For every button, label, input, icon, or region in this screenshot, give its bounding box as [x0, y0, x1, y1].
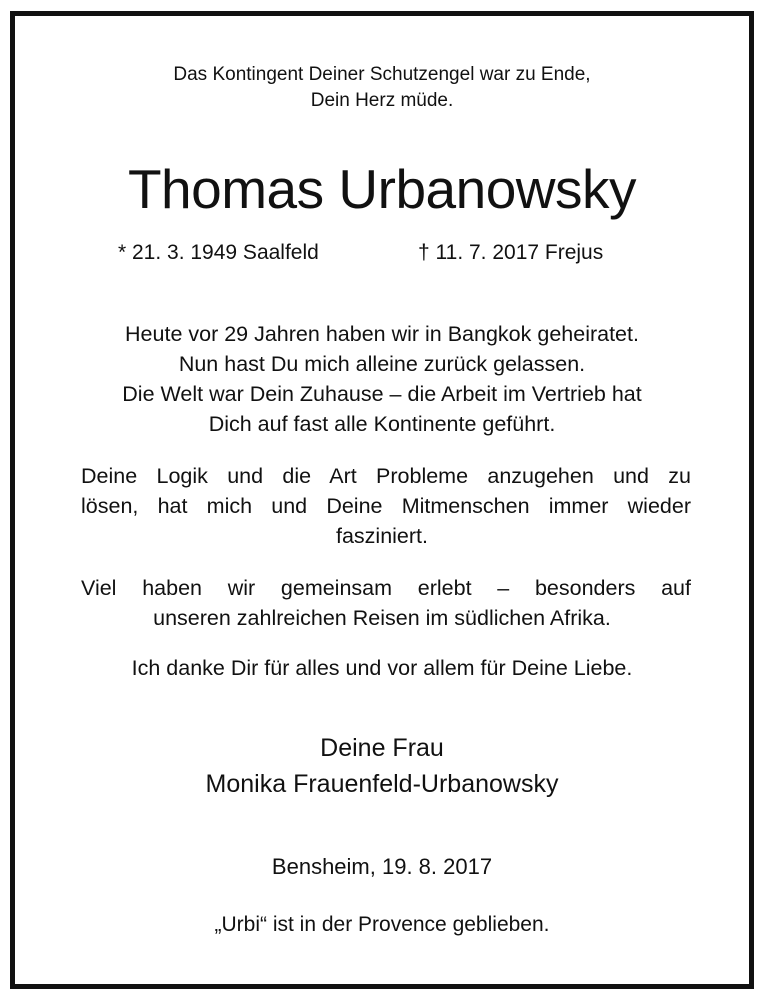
motto-line-2: Dein Herz müde. — [310, 90, 454, 111]
paragraph-3-line-2: unseren zahlreichen Reisen im südlichen Afrika. — [153, 606, 611, 630]
obituary-frame — [10, 11, 754, 989]
paragraph-2-line-1: Deine Logik und die Art Probleme anzugehen und zu — [81, 464, 691, 488]
paragraph-2-line-2: lösen, hat mich und Deine Mitmenschen immer wieder — [81, 494, 691, 518]
life-dates — [15, 239, 749, 267]
paragraph-3-line-1: Viel haben wir gemeinsam erlebt – besonders auf — [81, 576, 691, 600]
signature-line-1: Deine Frau — [320, 734, 444, 762]
paragraph-1-line-3: Die Welt war Dein Zuhause – die Arbeit im Vertrieb hat — [122, 382, 642, 406]
birth-date: * 21. 3. 1949 Saalfeld — [118, 241, 319, 264]
paragraph-1-line-1: Heute vor 29 Jahren haben wir in Bangkok geheiratet. — [125, 322, 639, 346]
obituary-content — [15, 16, 749, 984]
deceased-name: Thomas Urbanowsky — [127, 158, 637, 220]
paragraph-2-line-3: fasziniert. — [335, 524, 428, 548]
paragraph-1-line-4: Dich auf fast alle Kontinente geführt. — [208, 412, 556, 436]
place-and-date: Bensheim, 19. 8. 2017 — [271, 854, 493, 879]
motto-line-1: Das Kontingent Deiner Schutzengel war zu Ende, — [173, 64, 591, 85]
paragraph-1-line-2: Nun hast Du mich alleine zurück gelassen. — [178, 352, 586, 376]
paragraph-4: Ich danke Dir für alles und vor allem für Deine Liebe. — [131, 656, 633, 680]
closing-line: „Urbi“ ist in der Provence geblieben. — [214, 913, 550, 936]
signature-line-2: Monika Frauenfeld-Urbanowsky — [205, 770, 559, 798]
death-date: † 11. 7. 2017 Frejus — [418, 241, 604, 264]
